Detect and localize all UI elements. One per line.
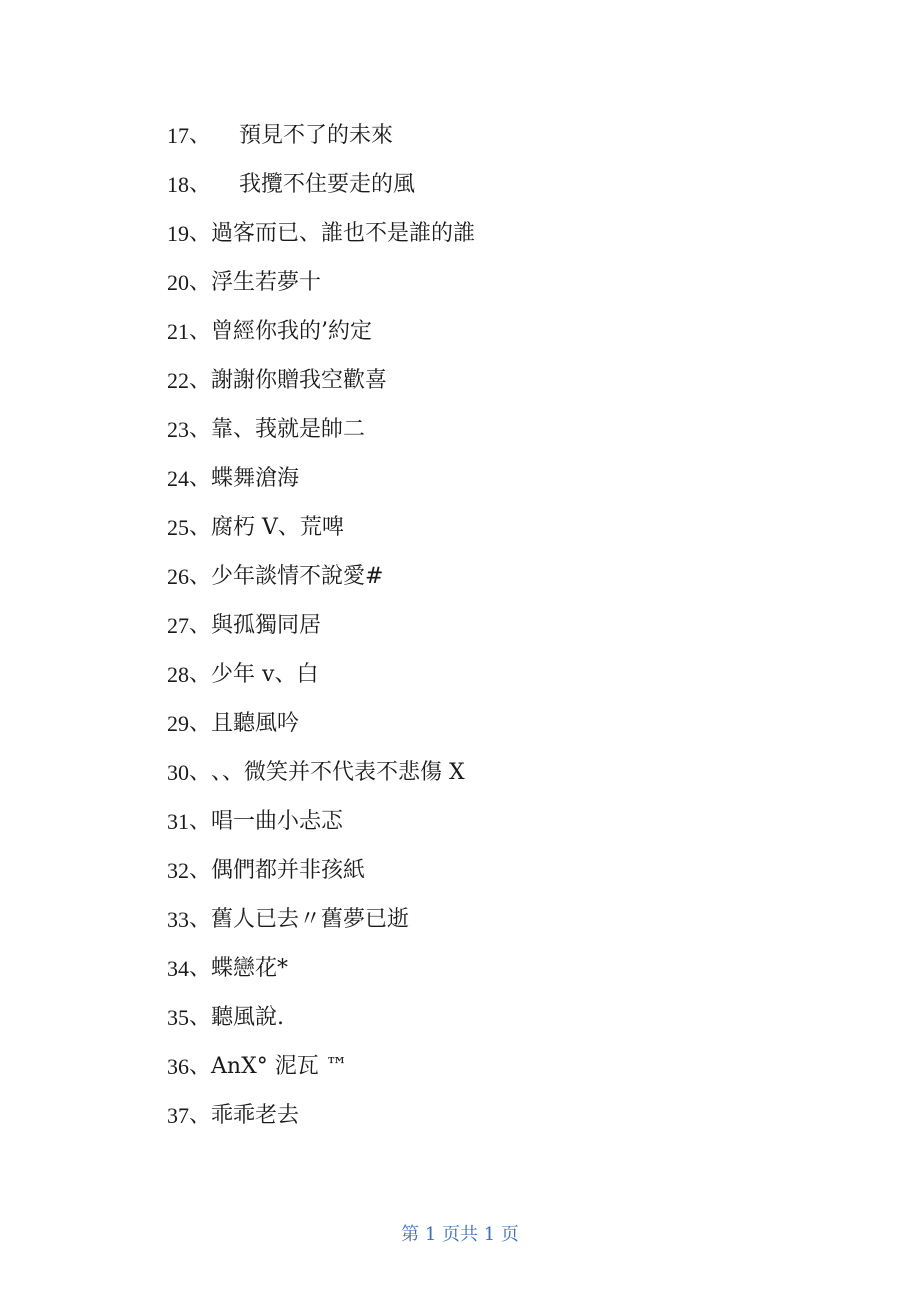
item-text: 舊人已去〃舊夢已逝 — [211, 907, 410, 932]
item-separator: 、 — [189, 172, 212, 197]
list-item — [167, 900, 475, 949]
item-number: 27 — [167, 613, 189, 638]
item-number: 24 — [167, 466, 189, 491]
item-text: 腐朽 V、荒啤 — [211, 515, 344, 540]
item-text: 唱一曲小忐忑 — [211, 809, 344, 834]
item-number: 29 — [167, 711, 189, 736]
item-number: 32 — [167, 858, 189, 883]
item-text: 浮生若夢十 — [211, 270, 322, 295]
item-number: 30 — [167, 760, 189, 785]
item-separator: 、 — [189, 809, 212, 834]
list-item — [167, 1047, 475, 1096]
item-separator: 、 — [189, 319, 212, 344]
list-item — [167, 606, 475, 655]
item-number: 19 — [167, 221, 189, 246]
item-separator: 、 — [189, 368, 212, 393]
item-separator: 、 — [189, 613, 212, 638]
item-text: 偶們都并非孩紙 — [211, 858, 366, 883]
item-separator: 、 — [189, 711, 212, 736]
item-text: 預見不了的未來 — [239, 123, 394, 148]
item-number: 26 — [167, 564, 189, 589]
item-separator: 、 — [189, 417, 212, 442]
item-separator: 、 — [189, 1054, 212, 1079]
name-list — [167, 116, 475, 1145]
item-text: 蝶舞滄海 — [211, 466, 300, 491]
item-separator: 、 — [189, 270, 212, 295]
item-separator: 、 — [189, 221, 212, 246]
list-item — [167, 802, 475, 851]
item-text: 我攬不住要走的風 — [239, 172, 416, 197]
item-text: 曾經你我的’約定 — [211, 319, 373, 344]
item-separator: 、 — [189, 907, 212, 932]
item-text: 與孤獨同居 — [211, 613, 322, 638]
item-number: 31 — [167, 809, 189, 834]
item-number: 22 — [167, 368, 189, 393]
list-item — [167, 214, 475, 263]
item-text: 少年 v、白 — [211, 662, 319, 687]
list-item — [167, 410, 475, 459]
item-separator: 、 — [189, 760, 212, 785]
item-text: 少年談情不說愛# — [211, 564, 384, 589]
list-item — [167, 655, 475, 704]
item-separator: 、 — [189, 466, 212, 491]
item-number: 28 — [167, 662, 189, 687]
item-text: 、、微笑并不代表不悲傷 X — [211, 760, 465, 785]
page-footer: 第 1 页共 1 页 — [401, 1224, 519, 1245]
item-separator: 、 — [189, 1103, 212, 1128]
item-number: 18 — [167, 172, 189, 197]
list-item — [167, 263, 475, 312]
item-separator: 、 — [189, 956, 212, 981]
item-text: 乖乖老去 — [211, 1103, 300, 1128]
list-item — [167, 1096, 475, 1145]
item-text: 蝶戀花* — [211, 956, 289, 981]
list-item — [167, 949, 475, 998]
list-item — [167, 508, 475, 557]
list-item — [167, 753, 475, 802]
item-text: 且聽風吟 — [211, 711, 300, 736]
item-number: 20 — [167, 270, 189, 295]
list-item — [167, 116, 475, 165]
list-item — [167, 557, 475, 606]
item-separator: 、 — [189, 662, 212, 687]
item-number: 23 — [167, 417, 189, 442]
list-item — [167, 312, 475, 361]
item-text: 聽風說. — [211, 1005, 285, 1030]
item-text: AnX° 泥瓦 ™ — [211, 1054, 348, 1079]
item-text: 靠、莪就是帥二 — [211, 417, 366, 442]
item-separator: 、 — [189, 123, 212, 148]
item-text: 謝謝你贈我空歡喜 — [211, 368, 388, 393]
item-number: 25 — [167, 515, 189, 540]
list-item — [167, 459, 475, 508]
item-text: 過客而已、誰也不是誰的誰 — [211, 221, 476, 246]
list-item — [167, 704, 475, 753]
item-number: 17 — [167, 123, 189, 148]
list-item — [167, 998, 475, 1047]
list-item — [167, 165, 475, 214]
list-item — [167, 851, 475, 900]
item-separator: 、 — [189, 1005, 212, 1030]
item-number: 37 — [167, 1103, 189, 1128]
list-item — [167, 361, 475, 410]
item-separator: 、 — [189, 564, 212, 589]
item-number: 33 — [167, 907, 189, 932]
item-separator: 、 — [189, 515, 212, 540]
item-number: 35 — [167, 1005, 189, 1030]
item-number: 34 — [167, 956, 189, 981]
item-number: 36 — [167, 1054, 189, 1079]
item-number: 21 — [167, 319, 189, 344]
item-separator: 、 — [189, 858, 212, 883]
